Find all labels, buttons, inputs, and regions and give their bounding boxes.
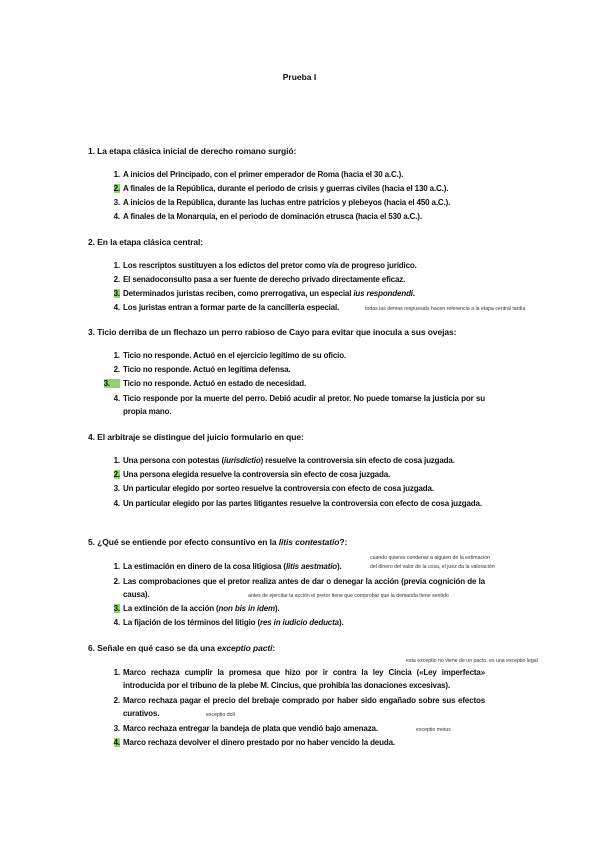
q2-option-4: 4. Los juristas entran a formar parte de la cancillería especial. <box>113 303 340 312</box>
highlight-mark: 2. <box>113 184 120 193</box>
q4-option-3: 3. Un particular elegido por sorteo resuelve la controversia con efecto de cosa juzgada. <box>113 484 434 493</box>
q3-option-2: 2. Ticio no responde. Actuó en legítima defensa. <box>113 365 291 374</box>
q3-option-3: 3. Ticio no responde. Actuó en estado de necesidad. <box>103 379 307 388</box>
q6-option-1: 1. Marco rechaza cumplir la promesa que hizo por ir contra la ley Cincia («Ley imperfecta» introducida por el tribuno de la plebe M. Cincius, que prohibía las donaciones excesivas). <box>113 668 485 690</box>
highlight-mark: 3. <box>104 379 120 388</box>
question-6: 6. Señale en qué caso se da una exceptio pacti: <box>88 643 276 653</box>
q1-option-4: 4. A finales de la Monarquía, en el periodo de dominación etrusca (hacia el 530 a.C.). <box>113 212 422 221</box>
q5-option-2: 2. Las comprobaciones que el pretor realiza antes de dar o denegar la acción (previa cognición de la causa). <box>113 577 485 599</box>
question-5: 5. ¿Qué se entiende por efecto consuntivo en la litis contestatio?: <box>88 537 348 547</box>
q5-option-3: 3. La extinción de la acción (non bis in idem). <box>113 604 280 613</box>
q3-option-1: 1. Ticio no responde. Actuó en el ejercicio legítimo de su oficio. <box>113 351 347 360</box>
q6-option-3: 3. Marco rechaza entregar la bandeja de plata que vendió bajo amenaza. <box>113 724 378 733</box>
q3-option-4: 4. Ticio responde por la muerte del perro. Debió acudir al pretor. No puede tomarse la justicia por su propia mano. <box>113 394 485 416</box>
highlight-mark: 3. <box>113 604 120 613</box>
highlight-mark: 4. <box>113 738 120 747</box>
q1-option-3: 3. A inicios de la República, durante las luchas entre patricios y plebeyos (hacia el 450 a.C.). <box>113 198 451 207</box>
handwritten-note: del dinero del valor de la cosa, el juez da la valoración <box>370 564 495 570</box>
handwritten-note: todas las demas respuesats hacen referencia a la etapa central tardia <box>365 306 526 312</box>
page-title: Prueba I <box>282 72 317 82</box>
question-4: 4. El arbitraje se distingue del juicio formulario en que: <box>88 432 304 442</box>
highlight-mark: 3. <box>113 289 120 298</box>
handwritten-note: cuando quieres condenar a alguien de la estimacion <box>370 555 490 561</box>
q4-option-4: 4. Un particular elegido por las partes litigantes resuelve la controversia con efecto de cosa juzgada. <box>113 499 482 508</box>
question-3: 3. Ticio derriba de un flechazo un perro rabioso de Cayo para evitar que inocula a sus ovejas: <box>88 327 457 337</box>
highlight-mark: 2. <box>113 470 120 479</box>
q5-option-4: 4. La fijación de los términos del litigio (res in iudicio deducta). <box>113 618 344 627</box>
q5-option-1: 1. La estimación en dinero de la cosa litigiosa (litis aestmatio). <box>113 562 342 571</box>
q1-option-2: 2. A finales de la República, durante el periodo de crisis y guerras civiles (hacia el 130 a.C.). <box>113 184 449 193</box>
q4-option-1: 1. Una persona con potestas (iurisdictio) resuelve la controversia sin efecto de cosa juzgada. <box>113 456 455 465</box>
q2-option-2: 2. El senadoconsulto pasa a ser fuente de derecho privado directamente eficaz. <box>113 275 406 284</box>
handwritten-note: exceptio metus <box>416 727 451 733</box>
q6-option-2: 2. Marco rechaza pagar el precio del brebaje comprado por haber sido engañado sobre sus efectos curativos. <box>113 696 485 718</box>
question-1: 1. La etapa clásica inicial de derecho romano surgió: <box>88 146 297 156</box>
handwritten-note: esta exceptio no viene de un pacto, es una exceptio legal <box>406 658 538 664</box>
handwritten-note: exceptio doli <box>206 712 235 718</box>
q6-option-4: 4. Marco rechaza devolver el dinero prestado por no haber vencido la deuda. <box>113 738 395 747</box>
q2-option-3: 3. Determinados juristas reciben, como prerrogativa, un especial ius respondendi. <box>113 289 415 298</box>
q4-option-2: 2. Una persona elegida resuelve la controversia sin efecto de cosa juzgada. <box>113 470 391 479</box>
handwritten-note: antes de ejercitar la acción el pretor tiene que comprobar que la demanda tiene sentido <box>248 593 449 599</box>
q1-option-1: 1. A inicios del Principado, con el primer emperador de Roma (hacia el 30 a.C.). <box>113 170 404 179</box>
q2-option-1: 1. Los rescriptos sustituyen a los edictos del pretor como vía de progreso jurídico. <box>113 261 417 270</box>
question-2: 2. En la etapa clásica central: <box>88 237 204 247</box>
